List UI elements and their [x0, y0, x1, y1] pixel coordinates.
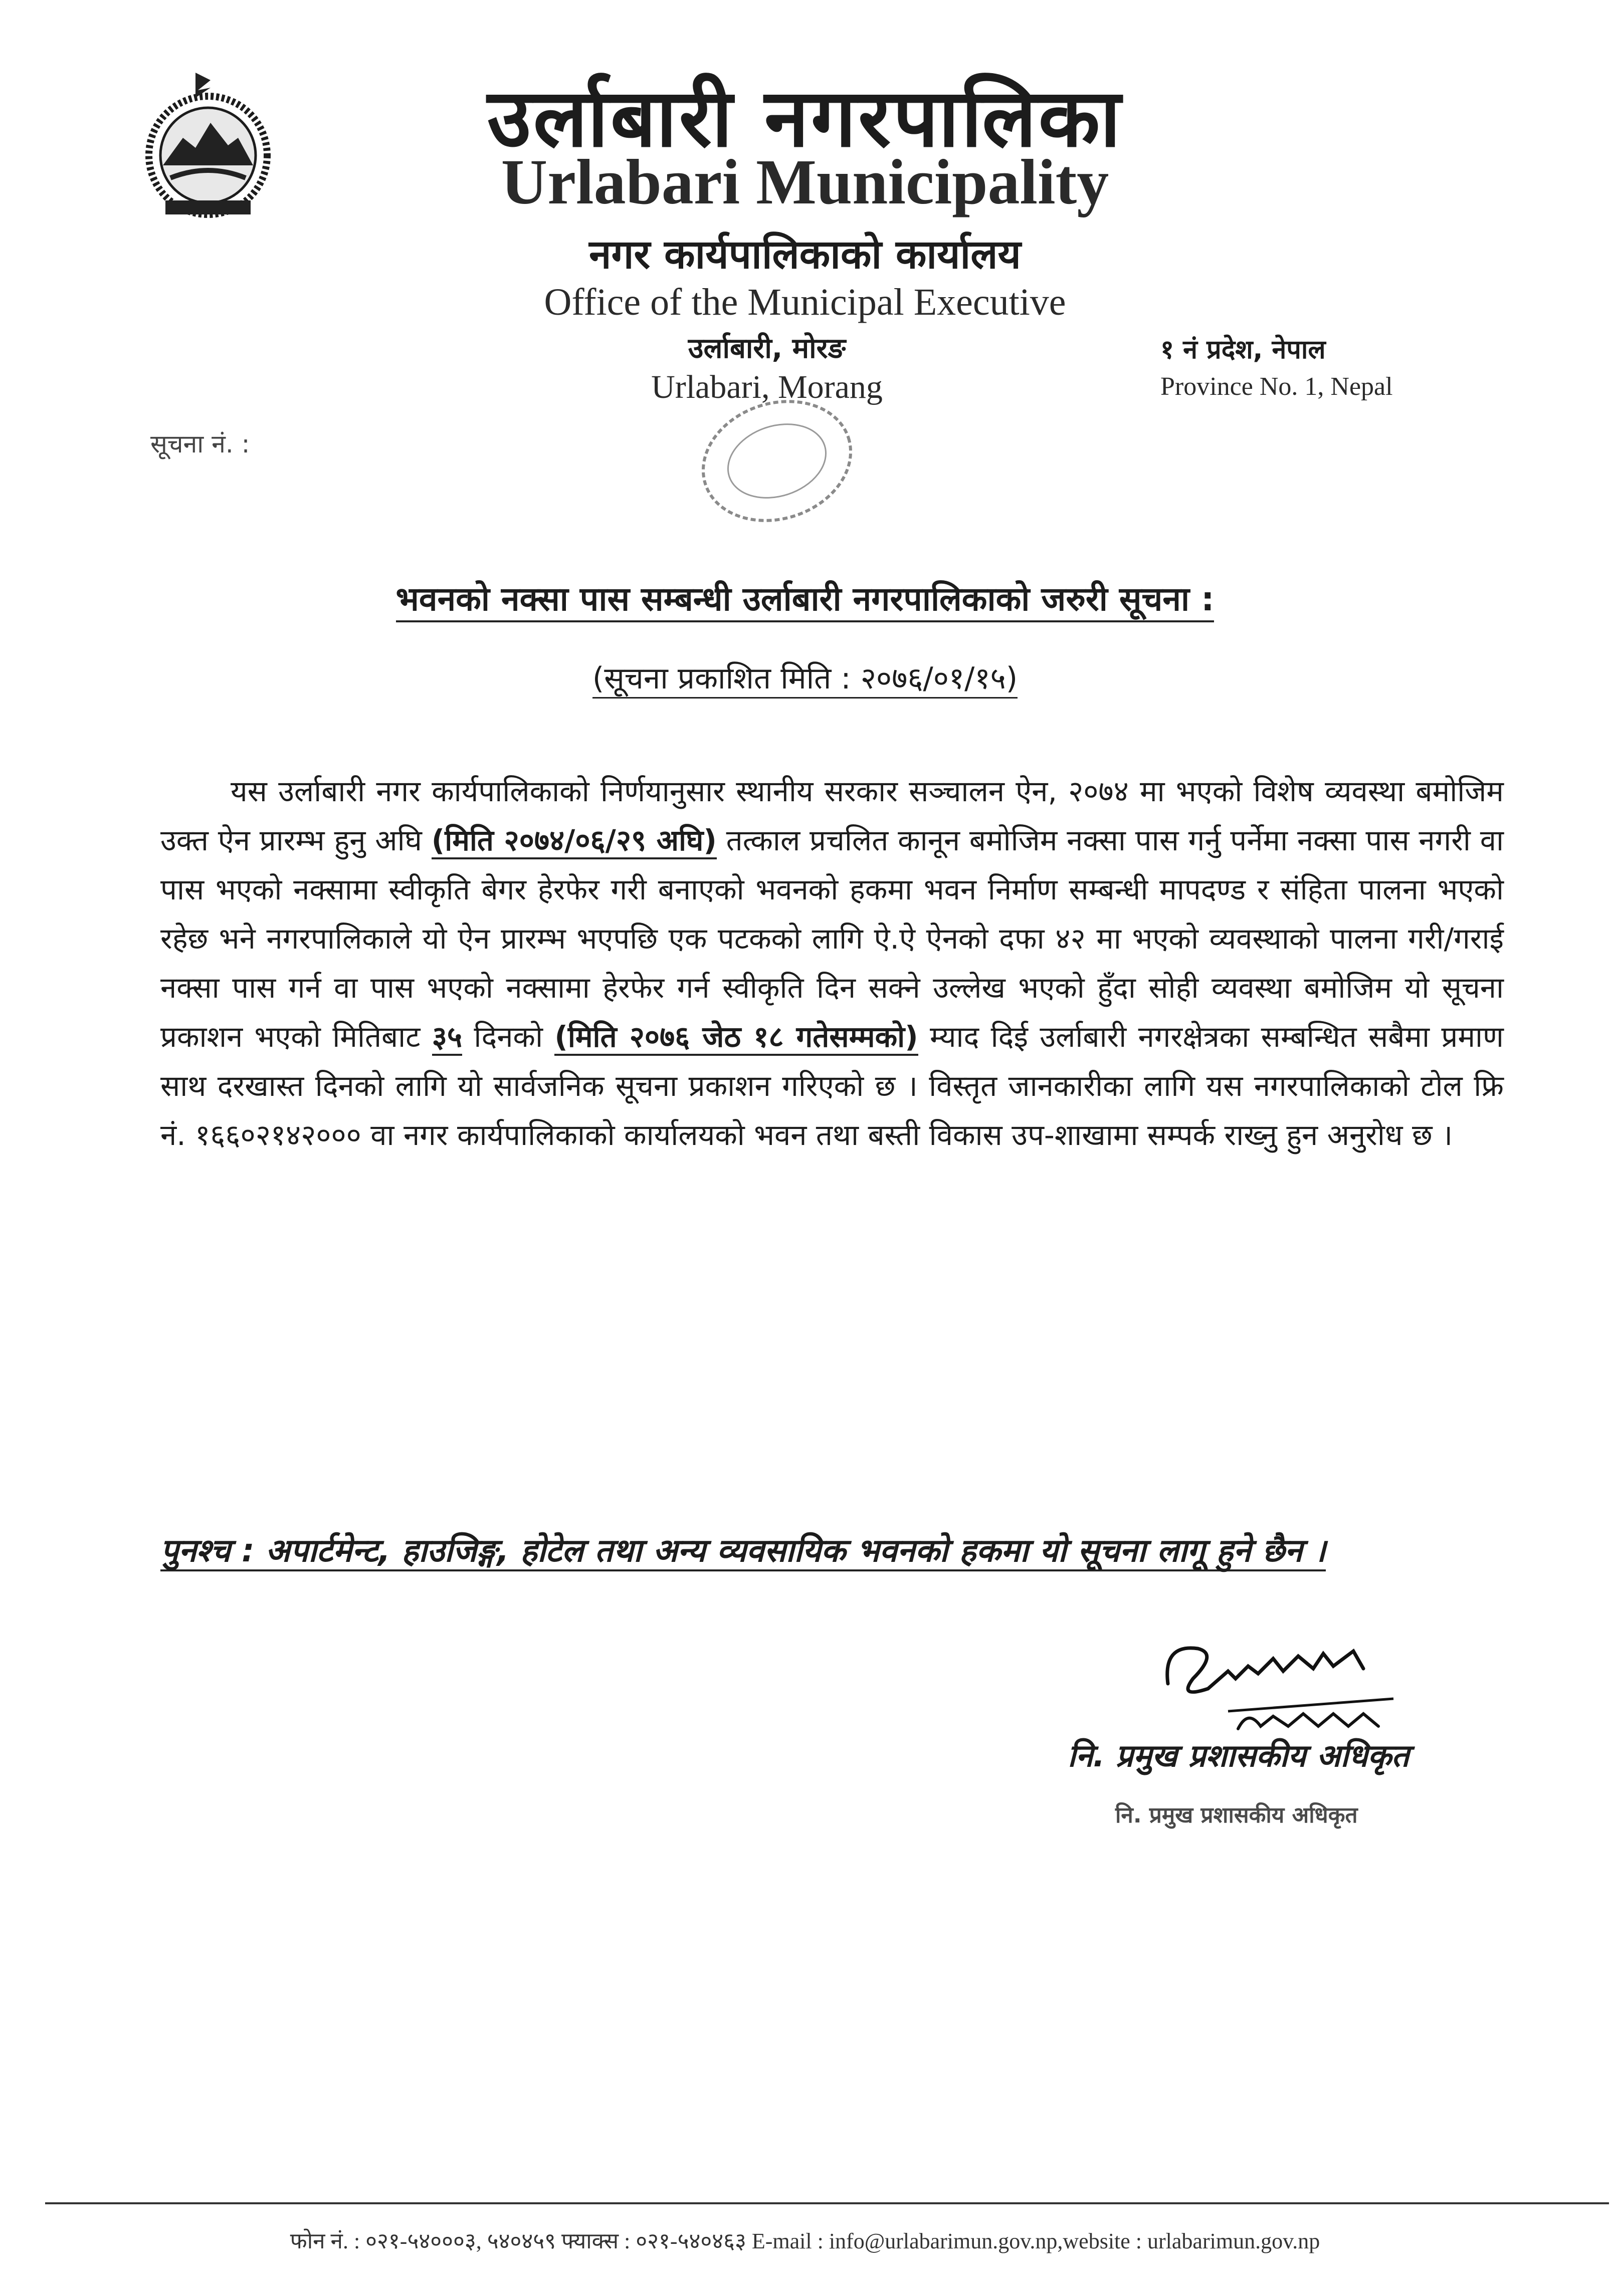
body-text-part: यस उर्लाबारी नगर कार्यपालिकाको निर्णयानुसार स्थानीय सरकार सञ्चालन ऐन, २०७४ मा भएको विशेष व्यवस्था बमोजिम उक्त ऐन प्रारम्भ हुनु अघि: [160, 774, 1504, 857]
body-text-part: तत्काल प्रचलित कानून बमोजिम नक्सा पास गर्नु पर्नेमा नक्सा पास नगरी वा पास भएको नक्सामा स्वीकृति बेगर हेरफेर गरी बनाएको भवनको हकमा भवन निर्माण सम्बन्धी मापदण्ड र संहिता पालना भएको रहेछ भने नगरपालिकाले यो ऐन प्रारम्भ भएपछि एक पटकको लागि ऐ.ऐ ऐनको दफा ४२ मा भएको व्यवस्थाको पालना गरी/गराई नक्सा पास गर्न वा पास भएको नक्सामा हेरफेर गर्न स्वीकृति दिन सक्ने उल्लेख भएको हुँदा सोही व्यवस्था बमोजिम यो सूचना प्रकाशन भएको मितिबाट: [160, 823, 1504, 1054]
handwritten-signature-icon: [1153, 1624, 1454, 1739]
body-text-part: दिनको: [462, 1020, 555, 1054]
publish-date-text: (सूचना प्रकाशित मिति : २०७६/०१/१५): [592, 661, 1018, 699]
body-text-part: म्याद दिई उर्लाबारी नगरक्षेत्रका सम्बन्धित सबैमा प्रमाण साथ दरखास्त दिनको लागि यो सार्वजनिक सूचना प्रकाशन गरिएको छ । विस्तृत जानकारीका लागि यस नगरपालिकाको टोल फ्रि नं. १६६०२१४२००० वा नगर कार्यपालिकाको कार्यालयको भवन तथा बस्ती विकास उप-शाखामा सम्पर्क राख्नु हुन अनुरोध छ ।: [160, 1020, 1504, 1152]
office-title-nepali: नगर कार्यपालिकाको कार्यालय: [589, 231, 1021, 278]
office-stamp-icon: [672, 386, 882, 536]
body-highlight-date: (मिति २०७४/०६/२९ अघि): [432, 823, 717, 859]
province-english: Province No. 1, Nepal: [1160, 372, 1393, 401]
location-english: Urlabari, Morang: [651, 369, 883, 405]
footer-divider: [45, 2202, 1609, 2204]
notice-heading-text: भवनको नक्सा पास सम्बन्धी उर्लाबारी नगरपालिकाको जरुरी सूचना :: [396, 580, 1215, 622]
footer-contact: फोन नं. : ०२१-५४०००३, ५४०४५९ फ्याक्स : ०२१-५४०४६३ E-mail : info@urlabarimun.gov.np,website : urlabarimun.gov.np: [290, 2229, 1320, 2253]
notice-number-label: सूचना नं. :: [150, 429, 250, 458]
postscript: [160, 1523, 1514, 1578]
municipality-title-nepali: उर्लाबारी नगरपालिका: [487, 71, 1123, 165]
office-title-english: Office of the Municipal Executive: [544, 281, 1066, 323]
postscript-text: पुनश्च : अपार्टमेन्ट, हाउजिङ्ग, होटेल तथा अन्य व्यवसायिक भवनको हकमा यो सूचना लागू हुने छैन ।: [160, 1532, 1326, 1571]
province-nepali: १ नं प्रदेश, नेपाल: [1160, 335, 1326, 365]
location-nepali: उर्लाबारी, मोरङ: [688, 332, 846, 365]
signatory-title: नि. प्रमुख प्रशासकीय अधिकृत: [1068, 1737, 1410, 1774]
municipality-title-english: Urlabari Municipality: [501, 146, 1109, 217]
publish-date: [0, 656, 1610, 698]
notice-heading: [0, 575, 1610, 620]
notice-body: [160, 767, 1504, 1160]
body-highlight-deadline: (मिति २०७६ जेठ १८ गतेसम्मको): [554, 1020, 918, 1056]
body-highlight-days: ३५: [432, 1020, 462, 1056]
signatory-stamp: नि. प्रमुख प्रशासकीय अधिकृत: [1115, 1802, 1358, 1828]
